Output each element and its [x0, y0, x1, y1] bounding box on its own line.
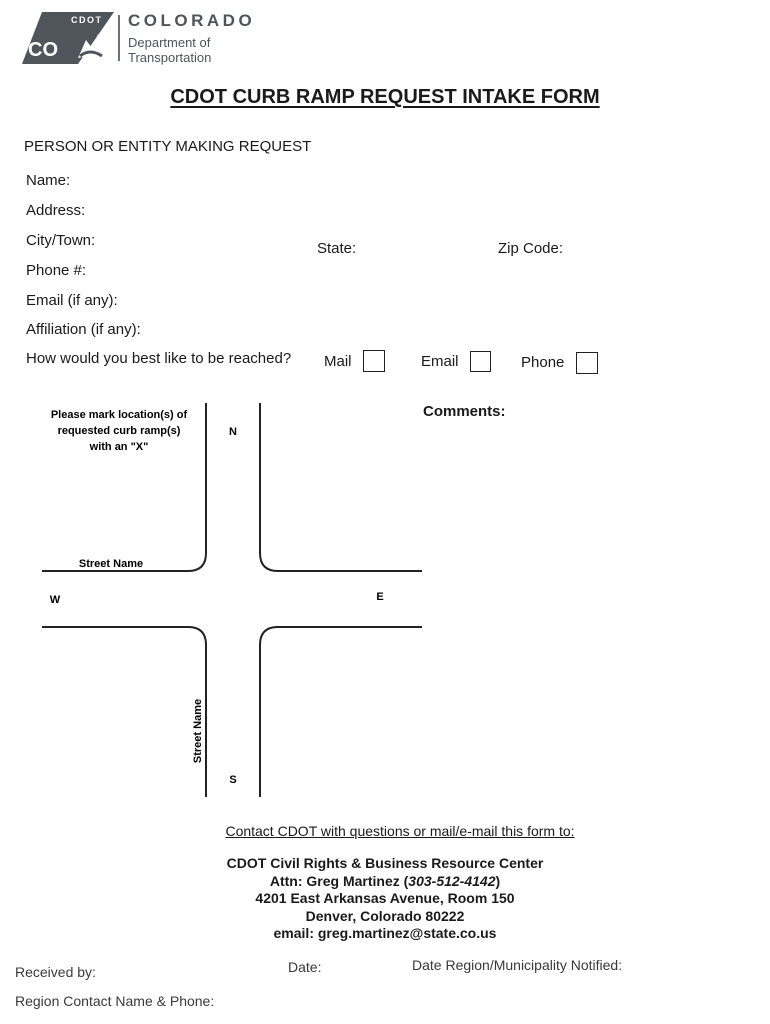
contact-heading: [0, 823, 770, 839]
curb-sw: [42, 627, 206, 797]
contact-email: email: greg.martinez@state.co.us: [273, 925, 497, 941]
contact-attn-prefix: Attn: Greg Martinez (: [269, 872, 409, 889]
date-label: Date:: [288, 959, 322, 975]
email-option-label: Email: [421, 353, 459, 370]
email-checkbox[interactable]: [470, 351, 491, 372]
state-label: State:: [317, 240, 357, 257]
received-by-label: Received by:: [15, 964, 96, 980]
cdot-logo-icon: [22, 12, 114, 64]
section-title: PERSON OR ENTITY MAKING REQUEST: [24, 138, 312, 155]
contact-heading-text: Contact CDOT with questions or mail/e-mail this form to:: [225, 823, 575, 839]
phone-checkbox[interactable]: [576, 352, 598, 374]
form-title-text: CDOT CURB RAMP REQUEST INTAKE FORM: [170, 86, 600, 108]
zip-label: Zip Code:: [498, 240, 564, 257]
contact-attn-phone: 303-512-4142: [408, 872, 496, 889]
logo-dept-line1: Department of: [128, 35, 211, 50]
curb-se: [260, 627, 422, 797]
logo-divider: [118, 15, 120, 61]
affiliation-label: Affiliation (if any):: [26, 321, 141, 338]
phone-label: Phone #:: [26, 262, 87, 279]
comments-label: Comments:: [423, 403, 506, 420]
logo-state-name: COLORADO: [128, 11, 256, 30]
contact-question-label: How would you best like to be reached?: [26, 350, 292, 367]
name-label: Name:: [26, 172, 71, 189]
contact-address1: 4201 East Arkansas Avenue, Room 150: [255, 890, 515, 906]
contact-block: [0, 855, 770, 943]
mail-checkbox[interactable]: [363, 350, 385, 372]
contact-address2: Denver, Colorado 80222: [305, 907, 465, 924]
east-label: E: [376, 591, 384, 603]
curb-ne: [260, 403, 422, 571]
contact-org: CDOT Civil Rights & Business Resource Center: [226, 855, 544, 871]
intersection-diagram[interactable]: [0, 395, 430, 805]
west-label: W: [49, 594, 61, 606]
diagram-instruction-line3: with an "X": [89, 441, 149, 453]
south-label: S: [229, 774, 237, 786]
logo-badge-text: CDOT: [71, 15, 103, 25]
north-label: N: [229, 426, 237, 438]
form-title: [0, 86, 770, 109]
mail-option-label: Mail: [324, 353, 352, 370]
city-label: City/Town:: [26, 232, 96, 249]
diagram-instruction-line1: Please mark location(s) of: [50, 409, 188, 421]
logo-dept-name: [128, 35, 211, 65]
contact-attn: [0, 873, 770, 891]
address-label: Address:: [26, 202, 86, 219]
street-name-horizontal: Street Name: [78, 558, 144, 570]
date-notified-label: Date Region/Municipality Notified:: [412, 957, 623, 973]
logo-initials: CO: [28, 39, 58, 61]
email-label: Email (if any):: [26, 292, 118, 309]
street-name-vertical: Street Name: [192, 698, 204, 764]
diagram-instruction-line2: requested curb ramp(s): [57, 425, 181, 437]
region-contact-label: Region Contact Name & Phone:: [15, 993, 215, 1009]
phone-option-label: Phone: [521, 354, 565, 371]
logo-dept-line2: Transportation: [128, 50, 212, 65]
contact-attn-suffix: ): [495, 872, 501, 889]
